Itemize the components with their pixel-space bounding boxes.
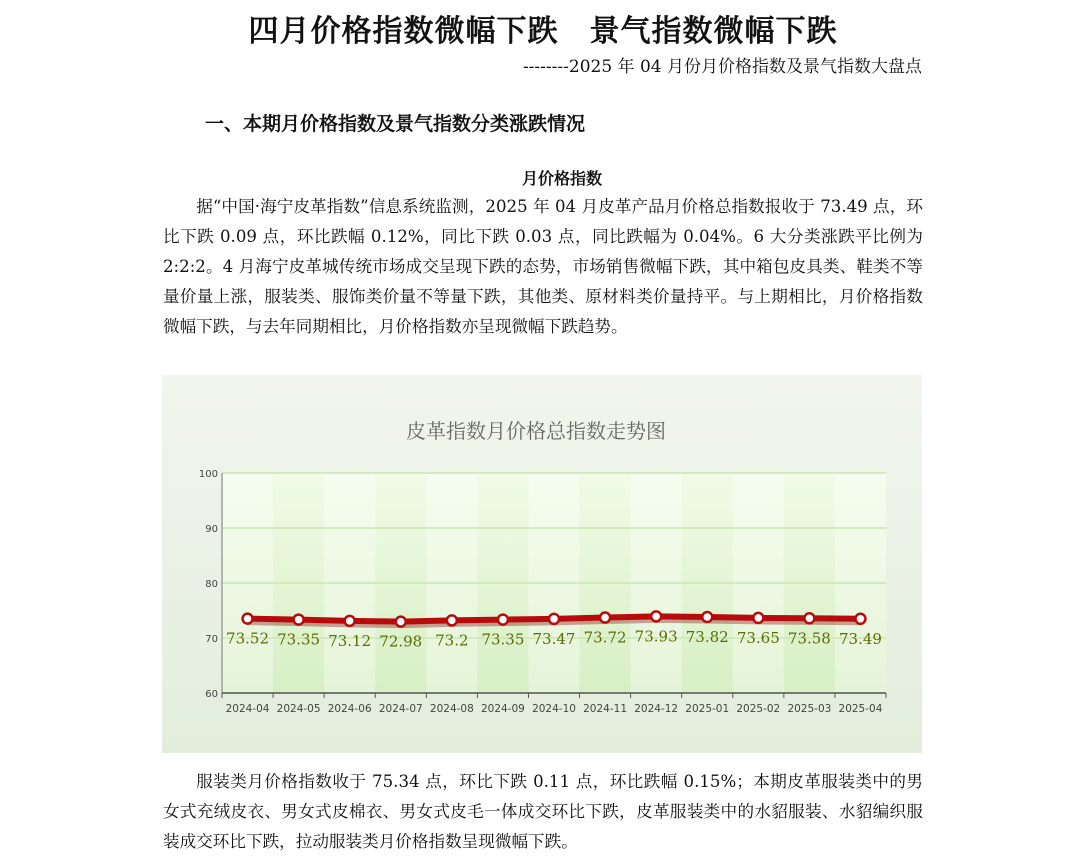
body-paragraph-1: 据“中国·海宁皮革指数”信息系统监测，2025 年 04 月皮革产品月价格总指数报收于 73.49 点，环比下跌 0.09 点，环比跌幅 0.12%，同比下跌 0.03 点，同比跌幅为 0.04%。6 大分类涨跌平比例为 2:2:2。4 月海宁皮革城传统市场成交呈现下跌的态势，市场销售微幅下跌，其中箱包皮具类、鞋类不等量价量上涨，服装类、服饰类价量不等量下跌，其他类、原材料类价量持平。与上期相比，月价格指数微幅下跌，与去年同期相比，月价格指数亦呈现微幅下跌趋势。 <box>163 197 923 336</box>
x-tick-label: 2024-05 <box>276 703 321 715</box>
data-point <box>294 615 304 625</box>
data-label: 73.47 <box>532 629 576 648</box>
data-point <box>396 617 406 627</box>
data-label: 72.98 <box>379 632 423 651</box>
data-point <box>600 613 610 623</box>
data-label: 73.93 <box>634 627 678 646</box>
data-point <box>447 615 457 625</box>
x-tick-label: 2024-08 <box>429 703 474 715</box>
x-tick-label: 2025-01 <box>685 703 730 715</box>
data-point <box>855 614 865 624</box>
x-tick-label: 2024-07 <box>378 703 423 715</box>
y-tick-label: 70 <box>205 634 218 645</box>
data-label: 73.65 <box>736 628 780 647</box>
data-point <box>651 611 661 621</box>
data-label: 73.52 <box>226 629 270 648</box>
data-label: 73.12 <box>328 631 372 650</box>
data-point <box>549 614 559 624</box>
y-tick-label: 100 <box>198 469 218 480</box>
x-tick-label: 2024-12 <box>634 703 679 715</box>
data-point <box>498 615 508 625</box>
section-heading: 一、本期月价格指数及景气指数分类涨跌情况 <box>205 113 586 135</box>
data-point <box>243 614 253 624</box>
chart-canvas <box>162 375 922 753</box>
y-tick-label: 90 <box>205 524 218 535</box>
subsection-heading: 月价格指数 <box>521 169 602 188</box>
x-tick-label: 2025-04 <box>838 703 883 715</box>
chart-title: 皮革指数月价格总指数走势图 <box>406 419 666 443</box>
price-index-chart <box>162 375 922 753</box>
x-tick-label: 2025-02 <box>736 703 781 715</box>
page-title: 四月价格指数微幅下跌 景气指数微幅下跌 <box>248 14 838 49</box>
x-tick-label: 2024-09 <box>480 703 525 715</box>
data-point <box>345 616 355 626</box>
data-point <box>753 613 763 623</box>
x-tick-label: 2024-10 <box>532 703 576 715</box>
x-tick-label: 2024-11 <box>583 703 628 715</box>
x-tick-label: 2024-06 <box>327 703 372 715</box>
y-tick-label: 60 <box>205 689 218 700</box>
data-label: 73.35 <box>277 630 321 649</box>
page-subtitle: --------2025 年 04 月份月价格指数及景气指数大盘点 <box>522 57 922 77</box>
body-paragraph-2: 服装类月价格指数收于 75.34 点，环比下跌 0.11 点，环比跌幅 0.15%；本期皮革服装类中的男女式充绒皮衣、男女式皮棉衣、男女式皮毛一体成交环比下跌，皮革服装类中的水貂服装、水貂编织服装成交环比下跌，拉动服装类月价格指数呈现微幅下跌。 <box>163 772 923 851</box>
data-label: 73.49 <box>838 629 882 648</box>
data-label: 73.2 <box>435 631 469 650</box>
data-label: 73.82 <box>685 627 729 646</box>
data-label: 73.72 <box>583 628 627 647</box>
data-label: 73.35 <box>481 630 525 649</box>
data-label: 73.58 <box>787 629 831 648</box>
x-tick-label: 2025-03 <box>787 703 832 715</box>
y-tick-label: 80 <box>205 579 218 590</box>
data-point <box>702 612 712 622</box>
data-point <box>804 613 814 623</box>
x-tick-label: 2024-04 <box>225 703 270 715</box>
